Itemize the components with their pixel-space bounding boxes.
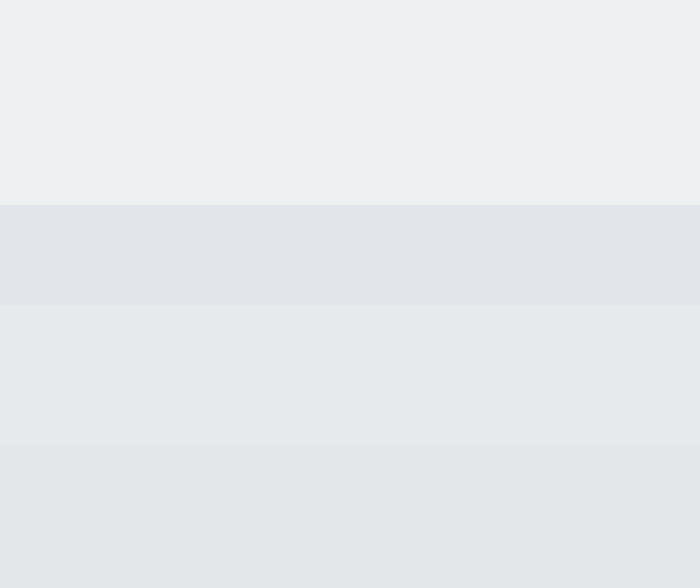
- market-band: [0, 205, 700, 305]
- wholesale-decisions-band: [0, 0, 700, 205]
- revenue-band: [0, 305, 700, 445]
- competitive-band: [0, 445, 700, 588]
